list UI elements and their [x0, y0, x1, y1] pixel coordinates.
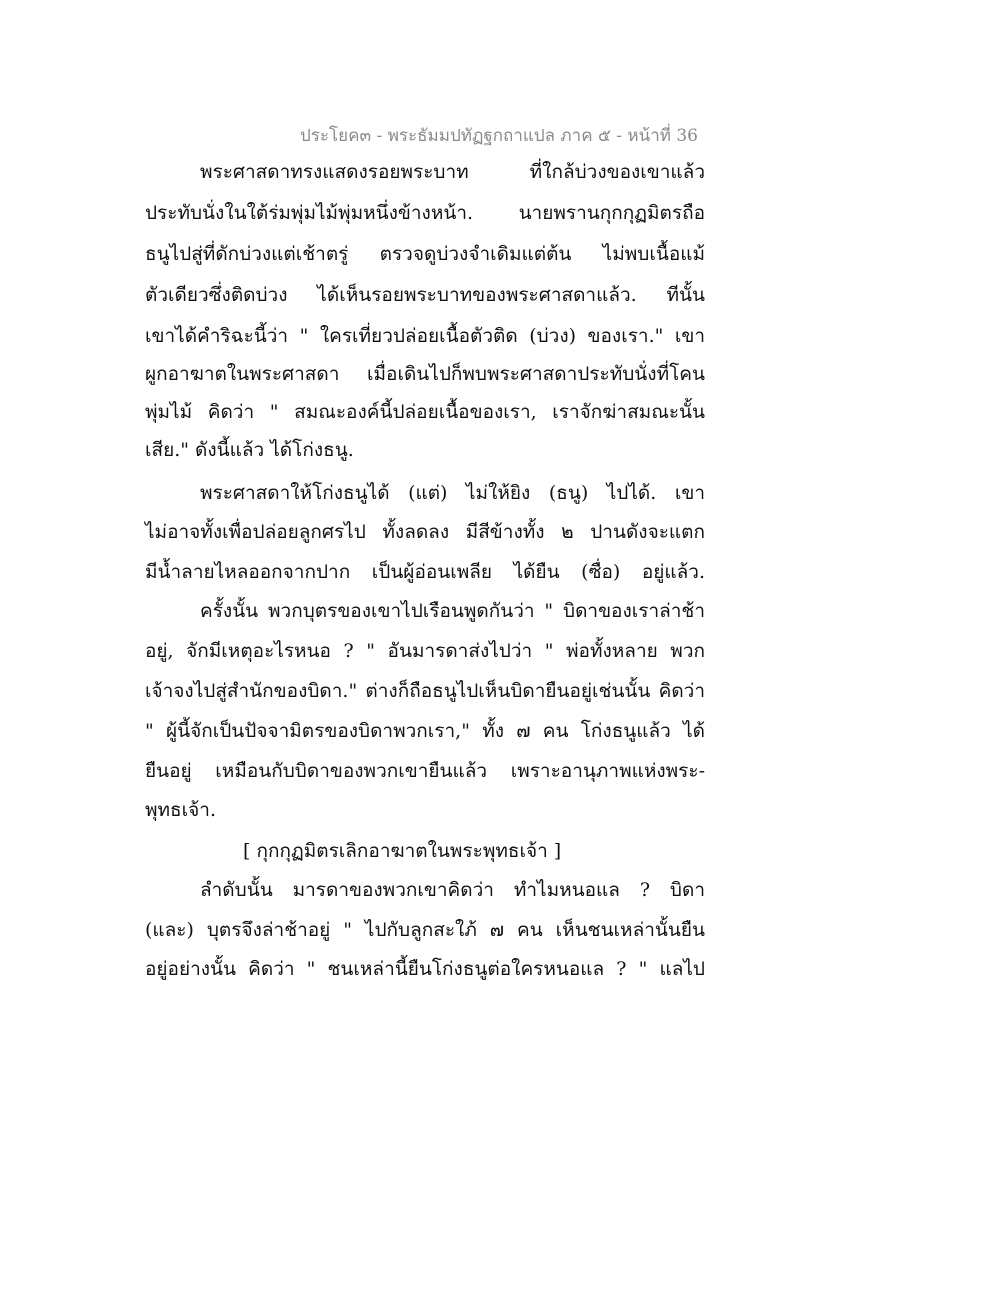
- text-line: ประทับนั่งในใต้ร่มพุ่มไม้พุ่มหนึ่งข้างหน้า. นายพรานกุกกุฏมิตรถือ: [145, 202, 705, 224]
- section-heading: [ กุกกุฏมิตรเลิกอาฆาตในพระพุทธเจ้า ]: [243, 840, 562, 862]
- text-line: เจ้าจงไปสู่สำนักของบิดา." ต่างก็ถือธนูไปเห็นบิดายืนอยู่เช่นนั้น คิดว่า: [145, 680, 705, 702]
- text-line: อยู่, จักมีเหตุอะไรหนอ ? " อันมารดาส่งไปว่า " พ่อทั้งหลาย พวก: [145, 640, 705, 662]
- text-line: พุ่มไม้ คิดว่า " สมณะองค์นี้ปล่อยเนื้อของเรา, เราจักฆ่าสมณะนั้น: [145, 401, 705, 423]
- text-line: ตัวเดียวซึ่งติดบ่วง ได้เห็นรอยพระบาทของพระศาสดาแล้ว. ทีนั้น: [145, 284, 705, 306]
- text-line: ครั้งนั้น พวกบุตรของเขาไปเรือนพูดกันว่า " บิดาของเราล่าช้า: [200, 600, 705, 622]
- text-line: เสีย." ดังนี้แล้ว ได้โก่งธนู.: [145, 439, 354, 461]
- text-line: " ผู้นี้จักเป็นปัจจามิตรของบิดาพวกเรา," ทั้ง ๗ คน โก่งธนูแล้ว ได้: [145, 720, 705, 742]
- text-line: มีน้ำลายไหลออกจากปาก เป็นผู้อ่อนเพลีย ได้ยืน (ซื่อ) อยู่แล้ว.: [145, 561, 705, 583]
- text-line: พระศาสดาให้โก่งธนูได้ (แต่) ไม่ให้ยิง (ธนู) ไปได้. เขา: [200, 482, 705, 504]
- text-line: เขาได้คำริฉะนี้ว่า " ใครเที่ยวปล่อยเนื้อตัวติด (บ่วง) ของเรา." เขา: [145, 325, 705, 347]
- text-line: (และ) บุตรจึงล่าช้าอยู่ " ไปกับลูกสะใภ้ ๗ คน เห็นชนเหล่านั้นยืน: [145, 919, 705, 941]
- text-line: อยู่อย่างนั้น คิดว่า " ชนเหล่านี้ยืนโก่งธนูต่อใครหนอแล ? " แลไป: [145, 958, 705, 980]
- text-line: ลำดับนั้น มารดาของพวกเขาคิดว่า ทำไมหนอแล ? บิดา: [200, 879, 705, 901]
- text-line: ธนูไปสู่ที่ดักบ่วงแต่เช้าตรู่ ตรวจดูบ่วงจำเดิมแต่ต้น ไม่พบเนื้อแม้: [145, 243, 705, 265]
- text-line: ยืนอยู่ เหมือนกับบิดาของพวกเขายืนแล้ว เพราะอานุภาพแห่งพระ-: [145, 760, 705, 782]
- text-line: พุทธเจ้า.: [145, 799, 216, 821]
- text-line: ผูกอาฆาตในพระศาสดา เมื่อเดินไปก็พบพระศาสดาประทับนั่งที่โคน: [145, 363, 705, 385]
- text-line: ไม่อาจทั้งเพื่อปล่อยลูกศรไป ทั้งลดลง มีสีข้างทั้ง ๒ ปานดังจะแตก: [145, 521, 705, 543]
- running-header: ประโยค๓ - พระธัมมปทัฏฐกถาแปล ภาค ๕ - หน้าที่ 36: [300, 126, 698, 146]
- text-line: พระศาสดาทรงแสดงรอยพระบาท ที่ใกล้บ่วงของเขาแล้ว: [200, 161, 705, 183]
